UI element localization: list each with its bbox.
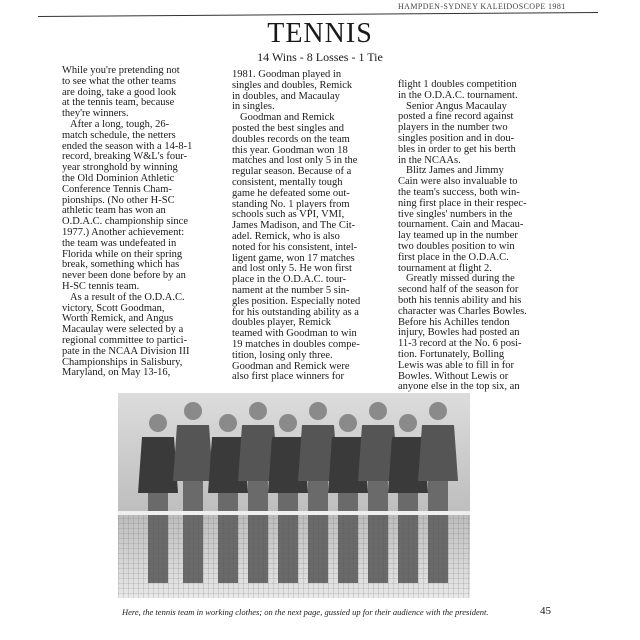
text-line: athletic team has won an [62,205,166,217]
running-head: HAMPDEN-SYDNEY KALEIDOSCOPE 1981 [398,2,566,11]
text-line: Bowles. Without Lewis or [398,370,509,382]
text-line: regional committee to partici- [62,334,188,346]
text-line: break, something which has [62,259,180,271]
text-line: pate in the NCAA Division III [62,345,190,357]
player-head [249,402,267,420]
text-line: Championships in Salisbury, [62,356,183,368]
text-line: in the O.D.A.C. tournament. [398,89,518,101]
text-line: they're winners. [62,108,129,120]
player-head [369,402,387,420]
text-line: Goodman and Remick [240,112,335,124]
text-column-1 [62,66,192,379]
text-line: 1981. Goodman played in [232,69,342,80]
text-line: doubles records on the team [232,133,350,145]
text-line: adel. Remick, who is also [232,230,340,242]
text-line: Worth Remick, and Angus [62,313,174,325]
team-photo [118,393,470,598]
text-line: for his outstanding ability as a [232,306,359,318]
season-record: 14 Wins - 8 Losses - 1 Tie [257,50,383,64]
text-line: Goodman and Remick were [232,360,350,372]
text-line: first place in the O.D.A.C. [398,251,509,263]
player-head [219,414,237,432]
text-line: players in the number two [398,122,508,134]
text-line: Conference Tennis Cham- [62,183,172,195]
text-line: at the tennis team, because [62,97,175,109]
text-line: injury, Bowles had posted an [398,327,520,339]
text-line: bles in order to get his berth [398,143,516,155]
text-line: Before his Achilles tendon [398,316,510,328]
text-line: game he defeated some out- [232,187,350,199]
text-line: ning first place in their respec- [398,197,527,209]
text-line: flight 1 doubles competition [398,79,517,90]
text-line: record, breaking W&L's four- [62,151,188,163]
text-line: H-SC tennis team. [62,280,140,292]
text-column-3 [398,80,527,393]
text-line: victory, Scott Goodman, [62,302,165,314]
text-line: both his tennis ability and his [398,294,522,306]
text-line: the team's success, both win- [398,186,520,198]
text-line: singles and doubles, Remick [232,79,353,91]
text-line: Macaulay were selected by a [62,324,184,336]
text-line: the team was undefeated in [62,237,177,249]
text-line: lay teamed up in the number [398,230,518,242]
text-line: character was Charles Bowles. [398,305,527,317]
text-line: anyone else in the top six, an [398,381,520,393]
text-line: nament at the number 5 sin- [232,284,350,296]
header-rule [38,12,598,17]
text-line: While you're pretending not [62,65,180,76]
text-line: teamed with Goodman to win [232,328,357,340]
text-line: and lost only 5. He won first [232,263,352,275]
text-line: Lewis was able to fill in for [398,359,515,371]
text-line: As a result of the O.D.A.C. [70,291,185,303]
player-head [184,402,202,420]
page-number: 45 [540,605,551,617]
player-head [339,414,357,432]
text-line: ended the season with a 14-8-1 [62,140,193,152]
text-line: consistent, mentally tough [232,176,343,188]
text-line: Blitz James and Jimmy [406,165,504,177]
player-body [173,425,213,481]
text-line: second half of the season for [398,284,519,296]
photo-caption: Here, the tennis team in working clothes; on the next page, gussied up for their audience with the president. [122,607,489,617]
text-line: tive singles' numbers in the [398,208,513,220]
page-title: TENNIS [267,18,373,49]
text-line: After a long, tough, 26- [70,118,170,130]
text-line: 1977.) Another achievement: [62,226,185,238]
text-line: James Madison, and The Cit- [232,220,356,232]
text-line: two doubles position to win [398,240,515,252]
text-column-2 [232,70,360,383]
text-line: in the NCAAs. [398,154,461,166]
text-line: regular season. Because of a [232,166,352,178]
text-line: to see what the other teams [62,75,177,87]
text-line: Cain were also invaluable to [398,176,518,188]
player-head [309,402,327,420]
text-line: also first place winners for [232,371,344,383]
tennis-net [118,513,470,598]
text-line: never been done before by an [62,270,186,282]
text-line: posted a fine record against [398,111,514,123]
text-line: the Old Dominion Athletic [62,172,175,184]
text-line: place in the O.D.A.C. tour- [232,274,347,286]
text-line: schools such as VPI, VMI, [232,209,345,221]
text-line: Florida while on their spring [62,248,183,260]
text-line: in doubles, and Macaulay [232,90,340,102]
player-head [399,414,417,432]
text-line: in singles. [232,101,275,113]
text-line: standing No. 1 players from [232,198,350,210]
text-line: matches and lost only 5 in the [232,155,358,167]
player-body [138,437,178,493]
player-head [149,414,167,432]
text-line: match schedule, the netters [62,129,176,141]
player-head [429,402,447,420]
text-line: Maryland, on May 13-16, [62,367,171,379]
text-line: are doing, take a good look [62,86,177,98]
text-line: tournament. Cain and Macau- [398,219,524,231]
text-line: Senior Angus Macaulay [406,100,507,112]
player-body [418,425,458,481]
net-band [118,511,470,515]
text-line: pionships. (No other H-SC [62,194,175,206]
text-line: singles position and in dou- [398,132,515,144]
text-line: noted for his consistent, intel- [232,241,358,253]
text-line: 19 matches in doubles compe- [232,338,360,350]
text-line: tournament at flight 2. [398,262,492,274]
text-line: tition, losing only three. [232,349,333,361]
text-line: gles position. Especially noted [232,295,361,307]
player-head [279,414,297,432]
text-line: Greatly missed during the [406,273,515,285]
text-line: O.D.A.C. championship since [62,216,188,228]
text-line: tion. Fortunately, Bolling [398,348,505,360]
text-line: 11-3 record at the No. 6 posi- [398,338,522,350]
text-line: this year. Goodman won 18 [232,144,348,156]
text-line: doubles player, Remick [232,317,332,329]
text-line: posted the best singles and [232,122,344,134]
text-line: year stronghold by winning [62,162,178,174]
text-line: ligent game, won 17 matches [232,252,355,264]
